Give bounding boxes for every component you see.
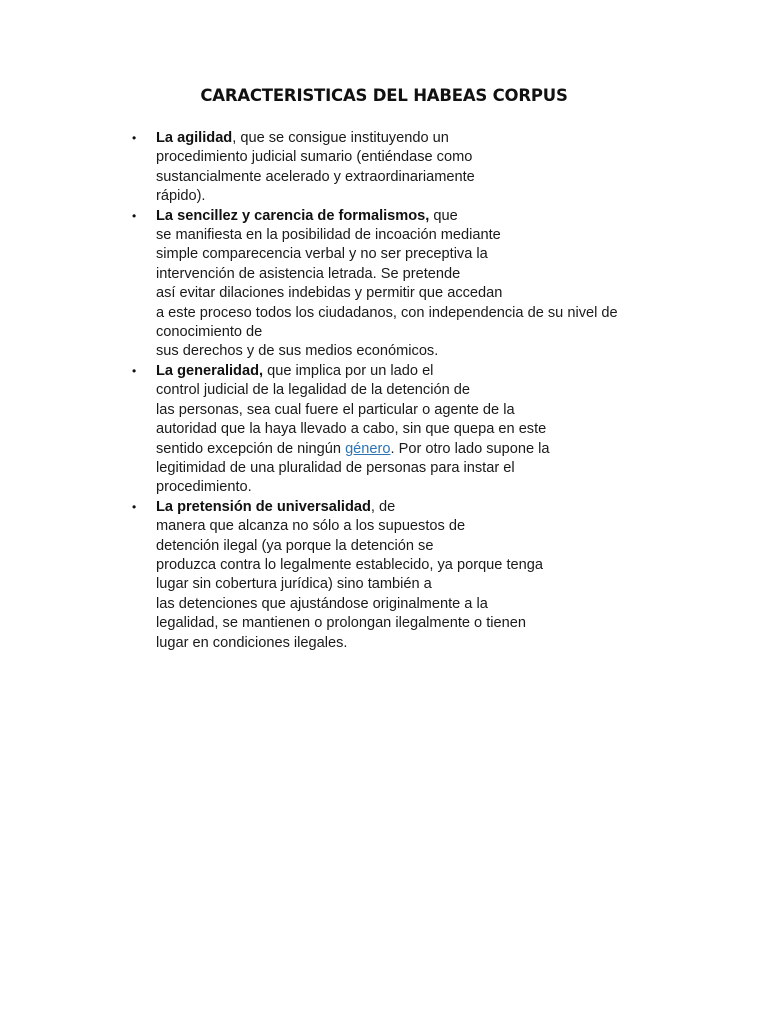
list-item-agilidad [132, 129, 652, 207]
item-line: las personas, sea cual fuere el particular o agente de la [156, 401, 515, 418]
item-first-line [156, 362, 652, 381]
item-line: procedimiento. [156, 479, 252, 496]
bullet-icon: • [132, 499, 137, 514]
item-line: legalidad, se mantienen o prolongan ilegalmente o tienen [156, 615, 526, 632]
item-line: sus derechos y de sus medios económicos. [156, 343, 439, 360]
item-line: legitimidad de una pluralidad de personas para instar el [156, 459, 515, 476]
item-line: se manifiesta en la posibilidad de incoación mediante [156, 227, 501, 244]
item-first-line [156, 129, 652, 148]
item-text: sentido excepción de ningún [156, 440, 346, 457]
item-line: las detenciones que ajustándose originalmente a la [156, 595, 488, 612]
item-text: que [429, 207, 458, 224]
item-term: La pretensión de universalidad [156, 498, 371, 515]
characteristics-list [132, 129, 652, 653]
list-item-generalidad [132, 362, 652, 498]
item-text: , de [370, 498, 396, 515]
item-line-with-link [156, 440, 652, 459]
item-line: así evitar dilaciones indebidas y permitir que accedan [156, 285, 503, 302]
item-line: produzca contra lo legalmente establecido, ya porque tenga [156, 556, 543, 573]
item-text: , que se consigue instituyendo un [232, 130, 449, 146]
item-line: procedimiento judicial sumario (entiéndase como [156, 149, 473, 166]
list-item-universalidad [132, 498, 652, 653]
item-line: control judicial de la legalidad de la detención de [156, 382, 470, 399]
item-line: sustancialmente acelerado y extraordinariamente [156, 168, 475, 185]
genero-link[interactable]: género [345, 440, 391, 457]
item-line: intervención de asistencia letrada. Se pretende [156, 265, 461, 282]
bullet-icon: • [132, 363, 137, 378]
item-line: lugar en condiciones ilegales. [156, 634, 348, 651]
list-item-sencillez [132, 207, 652, 362]
item-first-line [156, 498, 652, 517]
item-line: manera que alcanza no sólo a los supuestos de [156, 518, 466, 535]
item-line: rápido). [156, 188, 206, 205]
item-line: detención ilegal (ya porque la detención se [156, 537, 434, 554]
item-line: autoridad que la haya llevado a cabo, sin que quepa en este [156, 421, 547, 438]
item-line: a este proceso todos los ciudadanos, con independencia de su nivel de [156, 304, 618, 321]
bullet-icon: • [132, 131, 137, 145]
item-first-line [156, 207, 652, 226]
item-line: conocimiento de [156, 324, 263, 341]
item-text: que implica por un lado el [263, 362, 434, 379]
item-term: La sencillez y carencia de formalismos, [156, 207, 430, 224]
item-term: La agilidad [156, 130, 233, 146]
page-title: CARACTERISTICAS DEL HABEAS CORPUS [200, 86, 568, 105]
item-line: simple comparecencia verbal y no ser preceptiva la [156, 246, 488, 263]
item-term: La generalidad, [156, 362, 264, 379]
bullet-icon: • [132, 208, 137, 223]
item-text: . Por otro lado supone la [390, 440, 550, 457]
item-line: lugar sin cobertura jurídica) sino también a [156, 576, 432, 593]
